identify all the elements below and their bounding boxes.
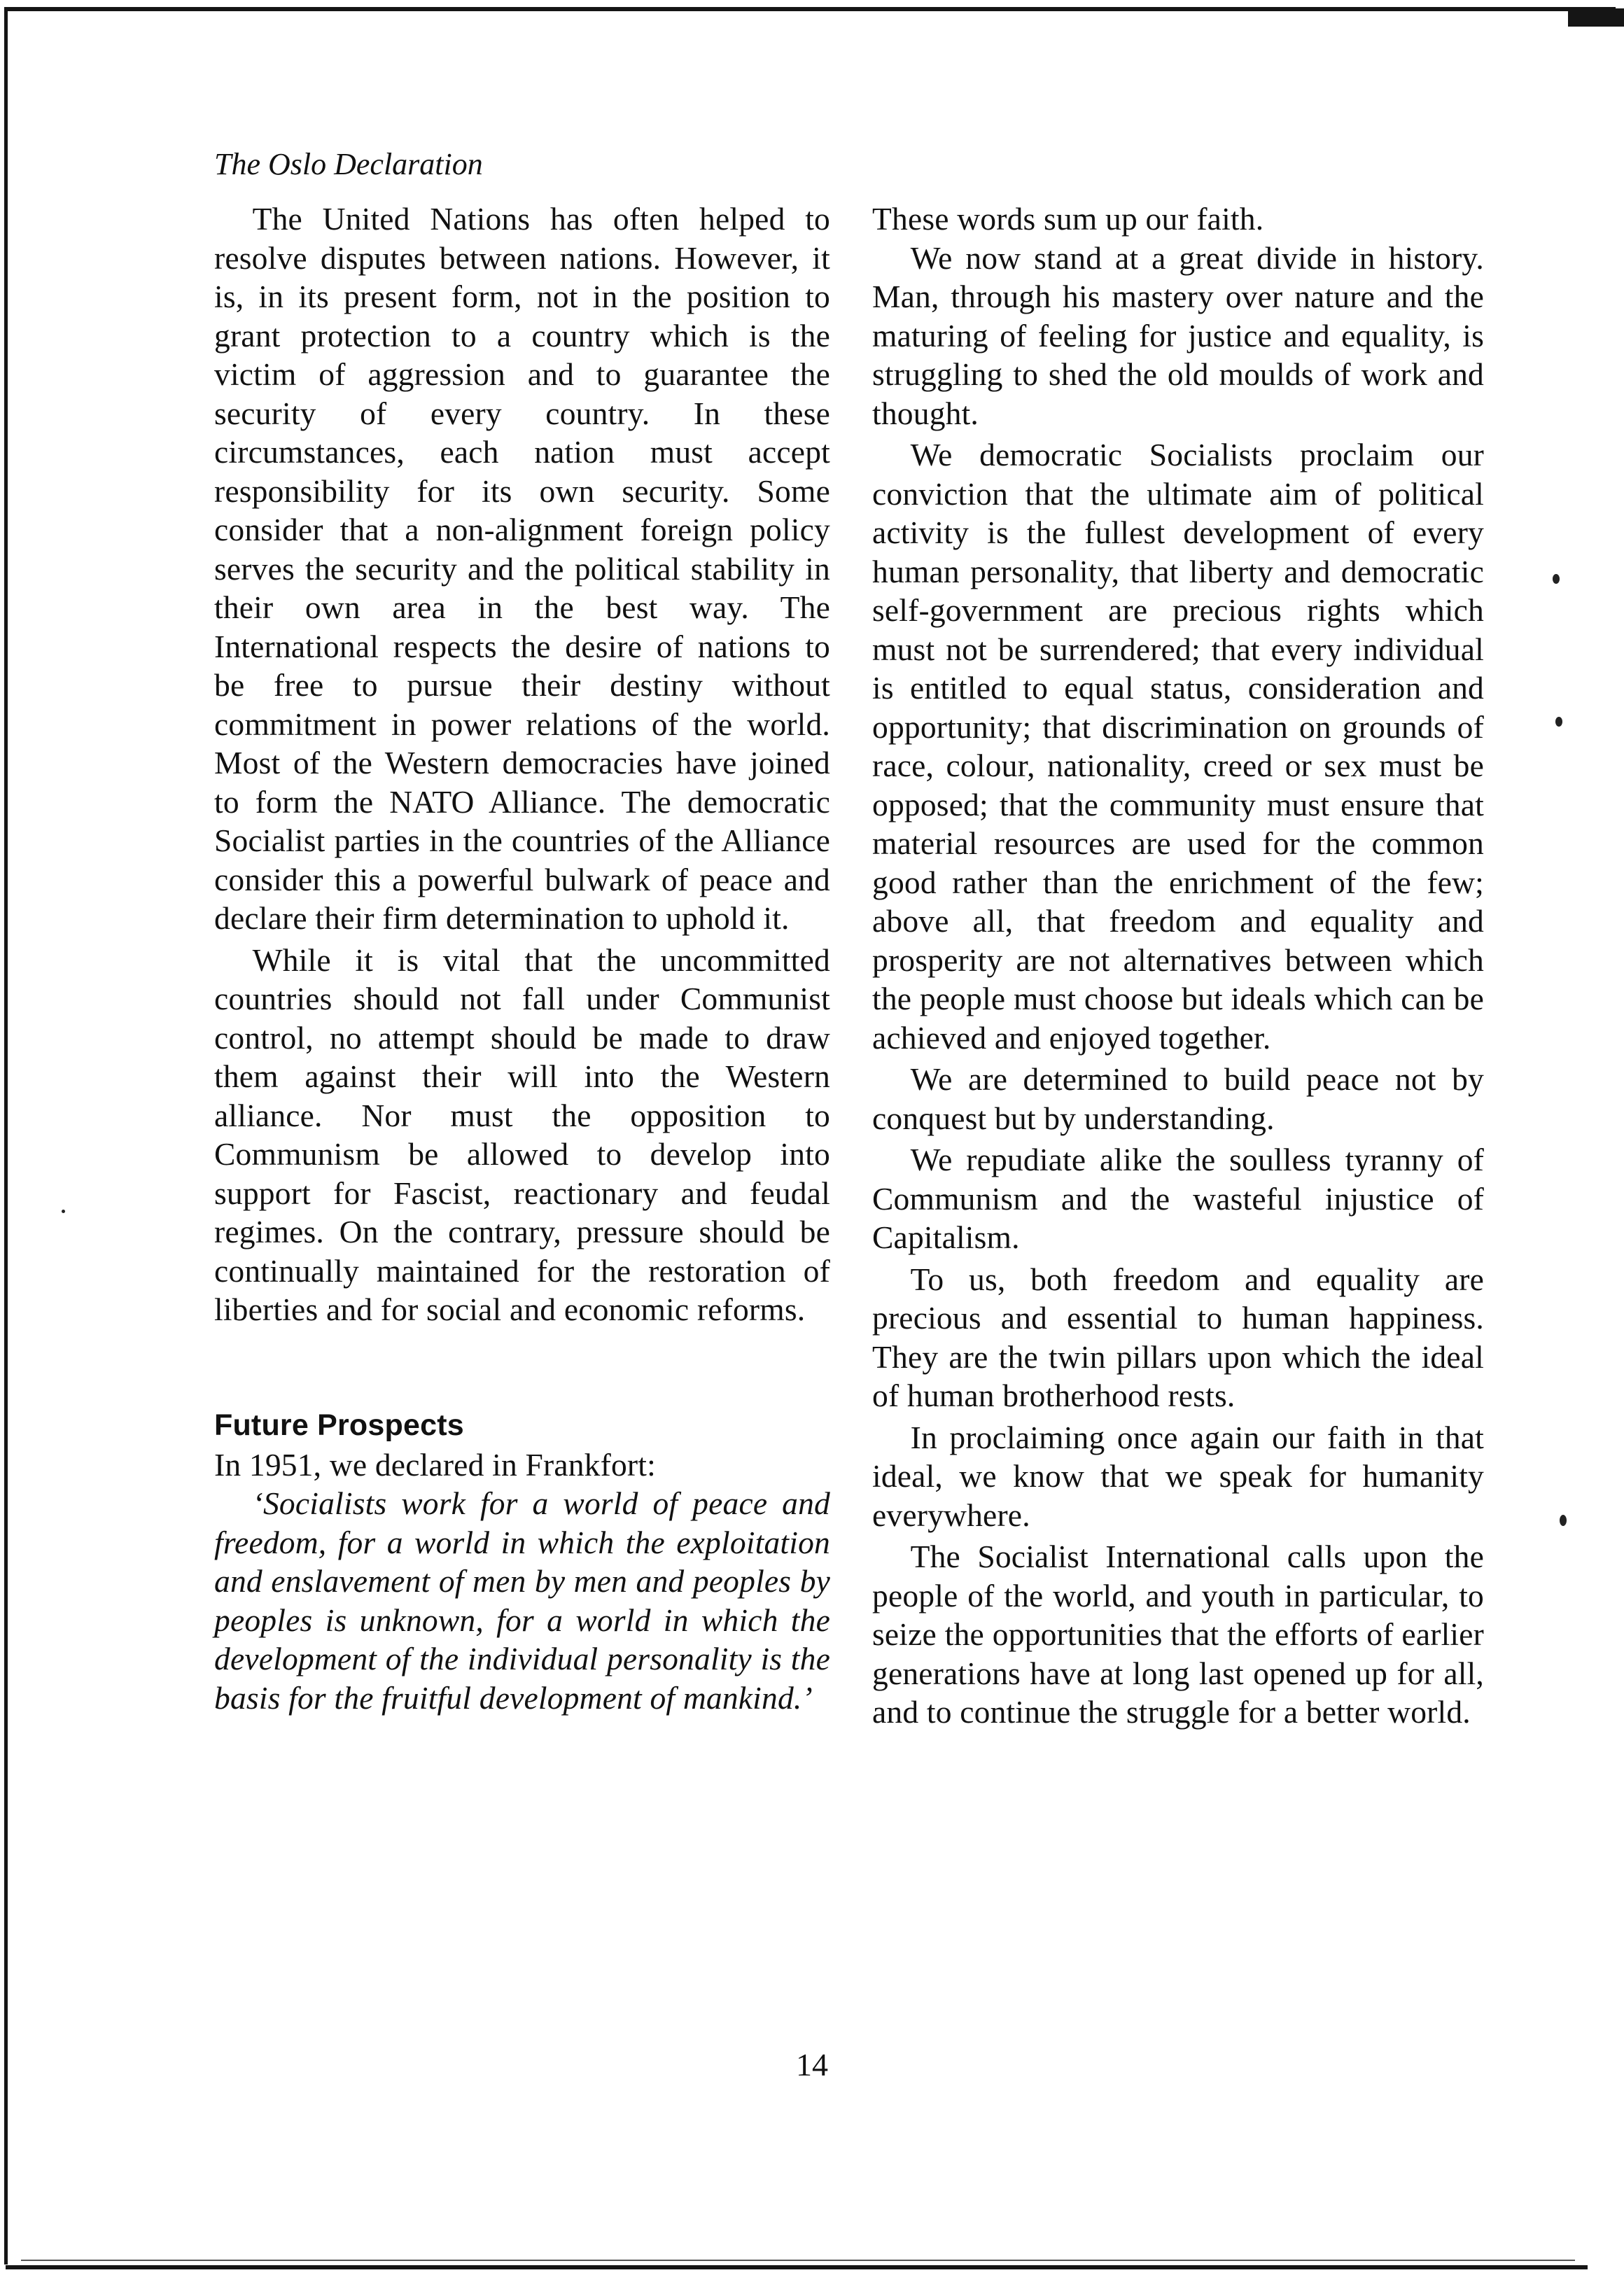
paragraph: In proclaiming once again our faith in that ideal, we know that we speak for humanity everywhere.	[872, 1419, 1484, 1533]
left-column	[214, 200, 830, 1717]
running-head: The Oslo Declaration	[214, 147, 483, 181]
scan-edge-bottom-thin	[21, 2260, 1575, 2261]
paragraph: We now stand at a great divide in history. Man, through his mastery over nature and the maturing of feeling for justice and equality, is struggling to shed the old moulds of work and thought.	[872, 239, 1484, 431]
paragraph: While it is vital that the uncommitted countries should not fall under Communist control, no attempt should be made to draw them against their will into the Western alliance. Nor must the opposition to Communism be allowed to develop into support for Fascist, reactionary and feudal regimes. On the contrary, pressure should be continually maintained for the restoration of liberties and for social and economic reforms.	[214, 941, 830, 1327]
paragraph: We repudiate alike the soulless tyranny of Communism and the wasteful injustice of Capitalism.	[872, 1142, 1484, 1255]
scan-speck	[1560, 1515, 1567, 1526]
section-intro: In 1951, we declared in Frankfort:	[214, 1446, 656, 1483]
scan-speck	[1555, 717, 1562, 727]
paragraph: The United Nations has often helped to resolve disputes between nations. However, it is, in its present form, not in the position to grant protection to a country which is the victim of aggression and to guarantee the security of every country. In these circumstances, each nation must accept responsibility for its own security. Some consider that a non-alignment foreign policy serves the security and the political stability in their own area in the best way. The International respects the desire of nations to be free to pursue their destiny without commitment in power relations of the world. Most of the Western democracies have joined to form the NATO Alliance. The democratic Socialist parties in the countries of the Alliance consider this a powerful bulwark of peace and declare their firm determination to uphold it.	[214, 201, 830, 936]
paragraph: These words sum up our faith.	[872, 201, 1264, 237]
paragraph: We democratic Socialists proclaim our conviction that the ultimate aim of political activity is the fullest development of every human personality, that liberty and democratic self-government are precious rights which must not be surrendered; that every individual is entitled to equal status, consideration and opportunity; that discrimination on grounds of race, colour, nationality, creed or sex must be opposed; that the community must ensure that material resources are used for the common good rather than the enrichment of the few; above all, that freedom and equality and prosperity are not alternatives between which the people must choose but ideals which can be achieved and enjoyed together.	[872, 437, 1484, 1056]
scan-edge-left	[4, 7, 8, 2264]
paragraph: The Socialist International calls upon the people of the world, and youth in particular, to seize the opportunities that the efforts of earlier generations have at long last opened up for all, and to continue the struggle for a better world.	[872, 1539, 1484, 1730]
paragraph: We are determined to build peace not by conquest but by understanding.	[872, 1061, 1484, 1136]
quotation: ‘Socialists work for a world of peace and freedom, for a world in which the exploitation and enslavement of men by men and peoples by peoples is unknown, for a world in which the development of the individual personality is the basis for the fruitful development of mankind.’	[214, 1485, 830, 1716]
paragraph: To us, both freedom and equality are precious and essential to human happiness. They are the twin pillars upon which the ideal of human brotherhood rests.	[872, 1261, 1484, 1413]
section-heading: Future Prospects	[214, 1408, 464, 1442]
page-number: 14	[796, 2047, 828, 2082]
right-column	[872, 200, 1484, 1732]
scan-speck	[1553, 574, 1560, 584]
scan-edge-top-right	[1568, 8, 1624, 27]
scan-edge-top	[6, 7, 1616, 11]
scan-edge-bottom	[6, 2265, 1588, 2269]
scan-speck	[62, 1210, 65, 1213]
